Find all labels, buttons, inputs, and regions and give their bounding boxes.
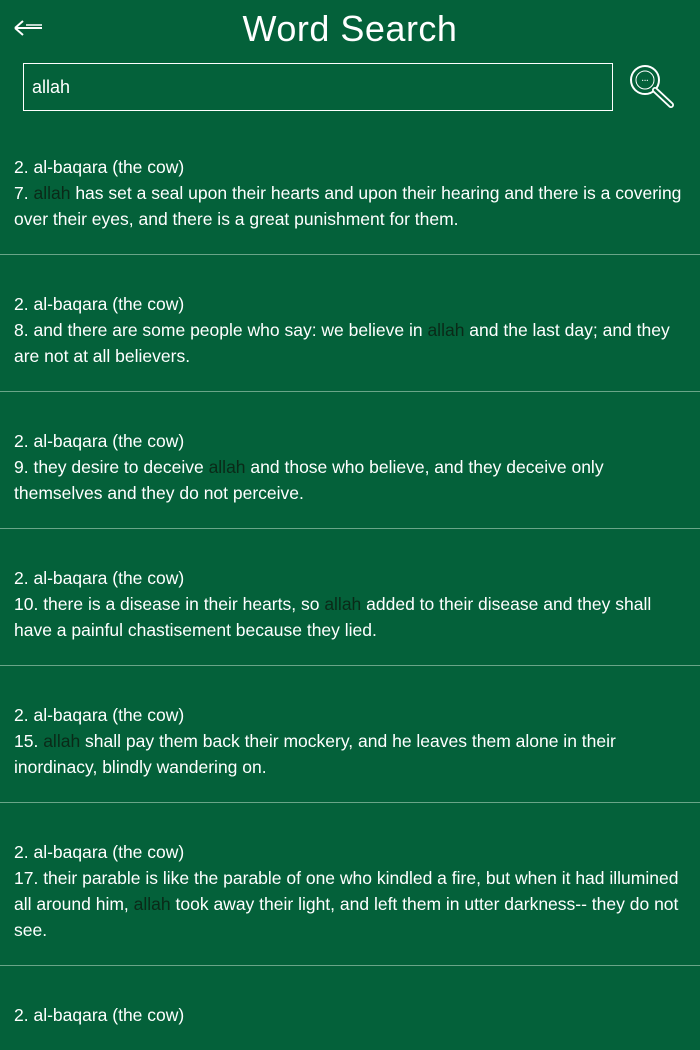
surah-name: 2. al-baqara (the cow)	[14, 842, 185, 862]
list-item[interactable]	[0, 118, 700, 255]
surah-name: 2. al-baqara (the cow)	[14, 1005, 185, 1025]
list-item[interactable]	[0, 966, 700, 1050]
surah-name: 2. al-baqara (the cow)	[14, 568, 185, 588]
match-highlight: allah	[43, 731, 81, 751]
surah-name: 2. al-baqara (the cow)	[14, 157, 185, 177]
header-bar	[0, 0, 700, 56]
verse-text: 8. and there are some people who say: we believe in allah and the last day; and they are not at all believers.	[14, 320, 670, 366]
verse-text: 15. allah shall pay them back their mockery, and he leaves them alone in their inordinacy, blindly wandering on.	[14, 731, 616, 777]
verse-text: 10. there is a disease in their hearts, so allah added to their disease and they shall have a painful chastisement because they lied.	[14, 594, 652, 640]
match-highlight: allah	[208, 457, 246, 477]
surah-name: 2. al-baqara (the cow)	[14, 705, 185, 725]
verse-text: 7. allah has set a seal upon their hearts and upon their hearing and there is a covering over their eyes, and there is a great punishment for them.	[14, 183, 682, 229]
match-highlight: allah	[324, 594, 362, 614]
match-highlight: allah	[133, 894, 171, 914]
list-item[interactable]	[0, 392, 700, 529]
verse-text: 17. their parable is like the parable of one who kindled a fire, but when it had illumined all around him, allah took away their light, and left them in utter darkness-- they do not see.	[14, 868, 679, 940]
surah-name: 2. al-baqara (the cow)	[14, 294, 185, 314]
list-item[interactable]	[0, 803, 700, 966]
match-highlight: allah	[427, 320, 465, 340]
results-list	[0, 118, 700, 1050]
search-input[interactable]	[23, 63, 613, 111]
list-item[interactable]	[0, 255, 700, 392]
page-title: Word Search	[242, 8, 458, 49]
verse-text: 9. they desire to deceive allah and those who believe, and they deceive only themselves and they do not perceive.	[14, 457, 604, 503]
list-item[interactable]	[0, 666, 700, 803]
list-item[interactable]	[0, 529, 700, 666]
svg-text:•••: •••	[641, 78, 649, 83]
search-magnifier-icon[interactable]	[627, 62, 677, 110]
match-highlight: allah	[33, 183, 71, 203]
surah-name: 2. al-baqara (the cow)	[14, 431, 185, 451]
back-arrow-icon[interactable]	[12, 14, 44, 42]
search-row	[0, 56, 700, 118]
